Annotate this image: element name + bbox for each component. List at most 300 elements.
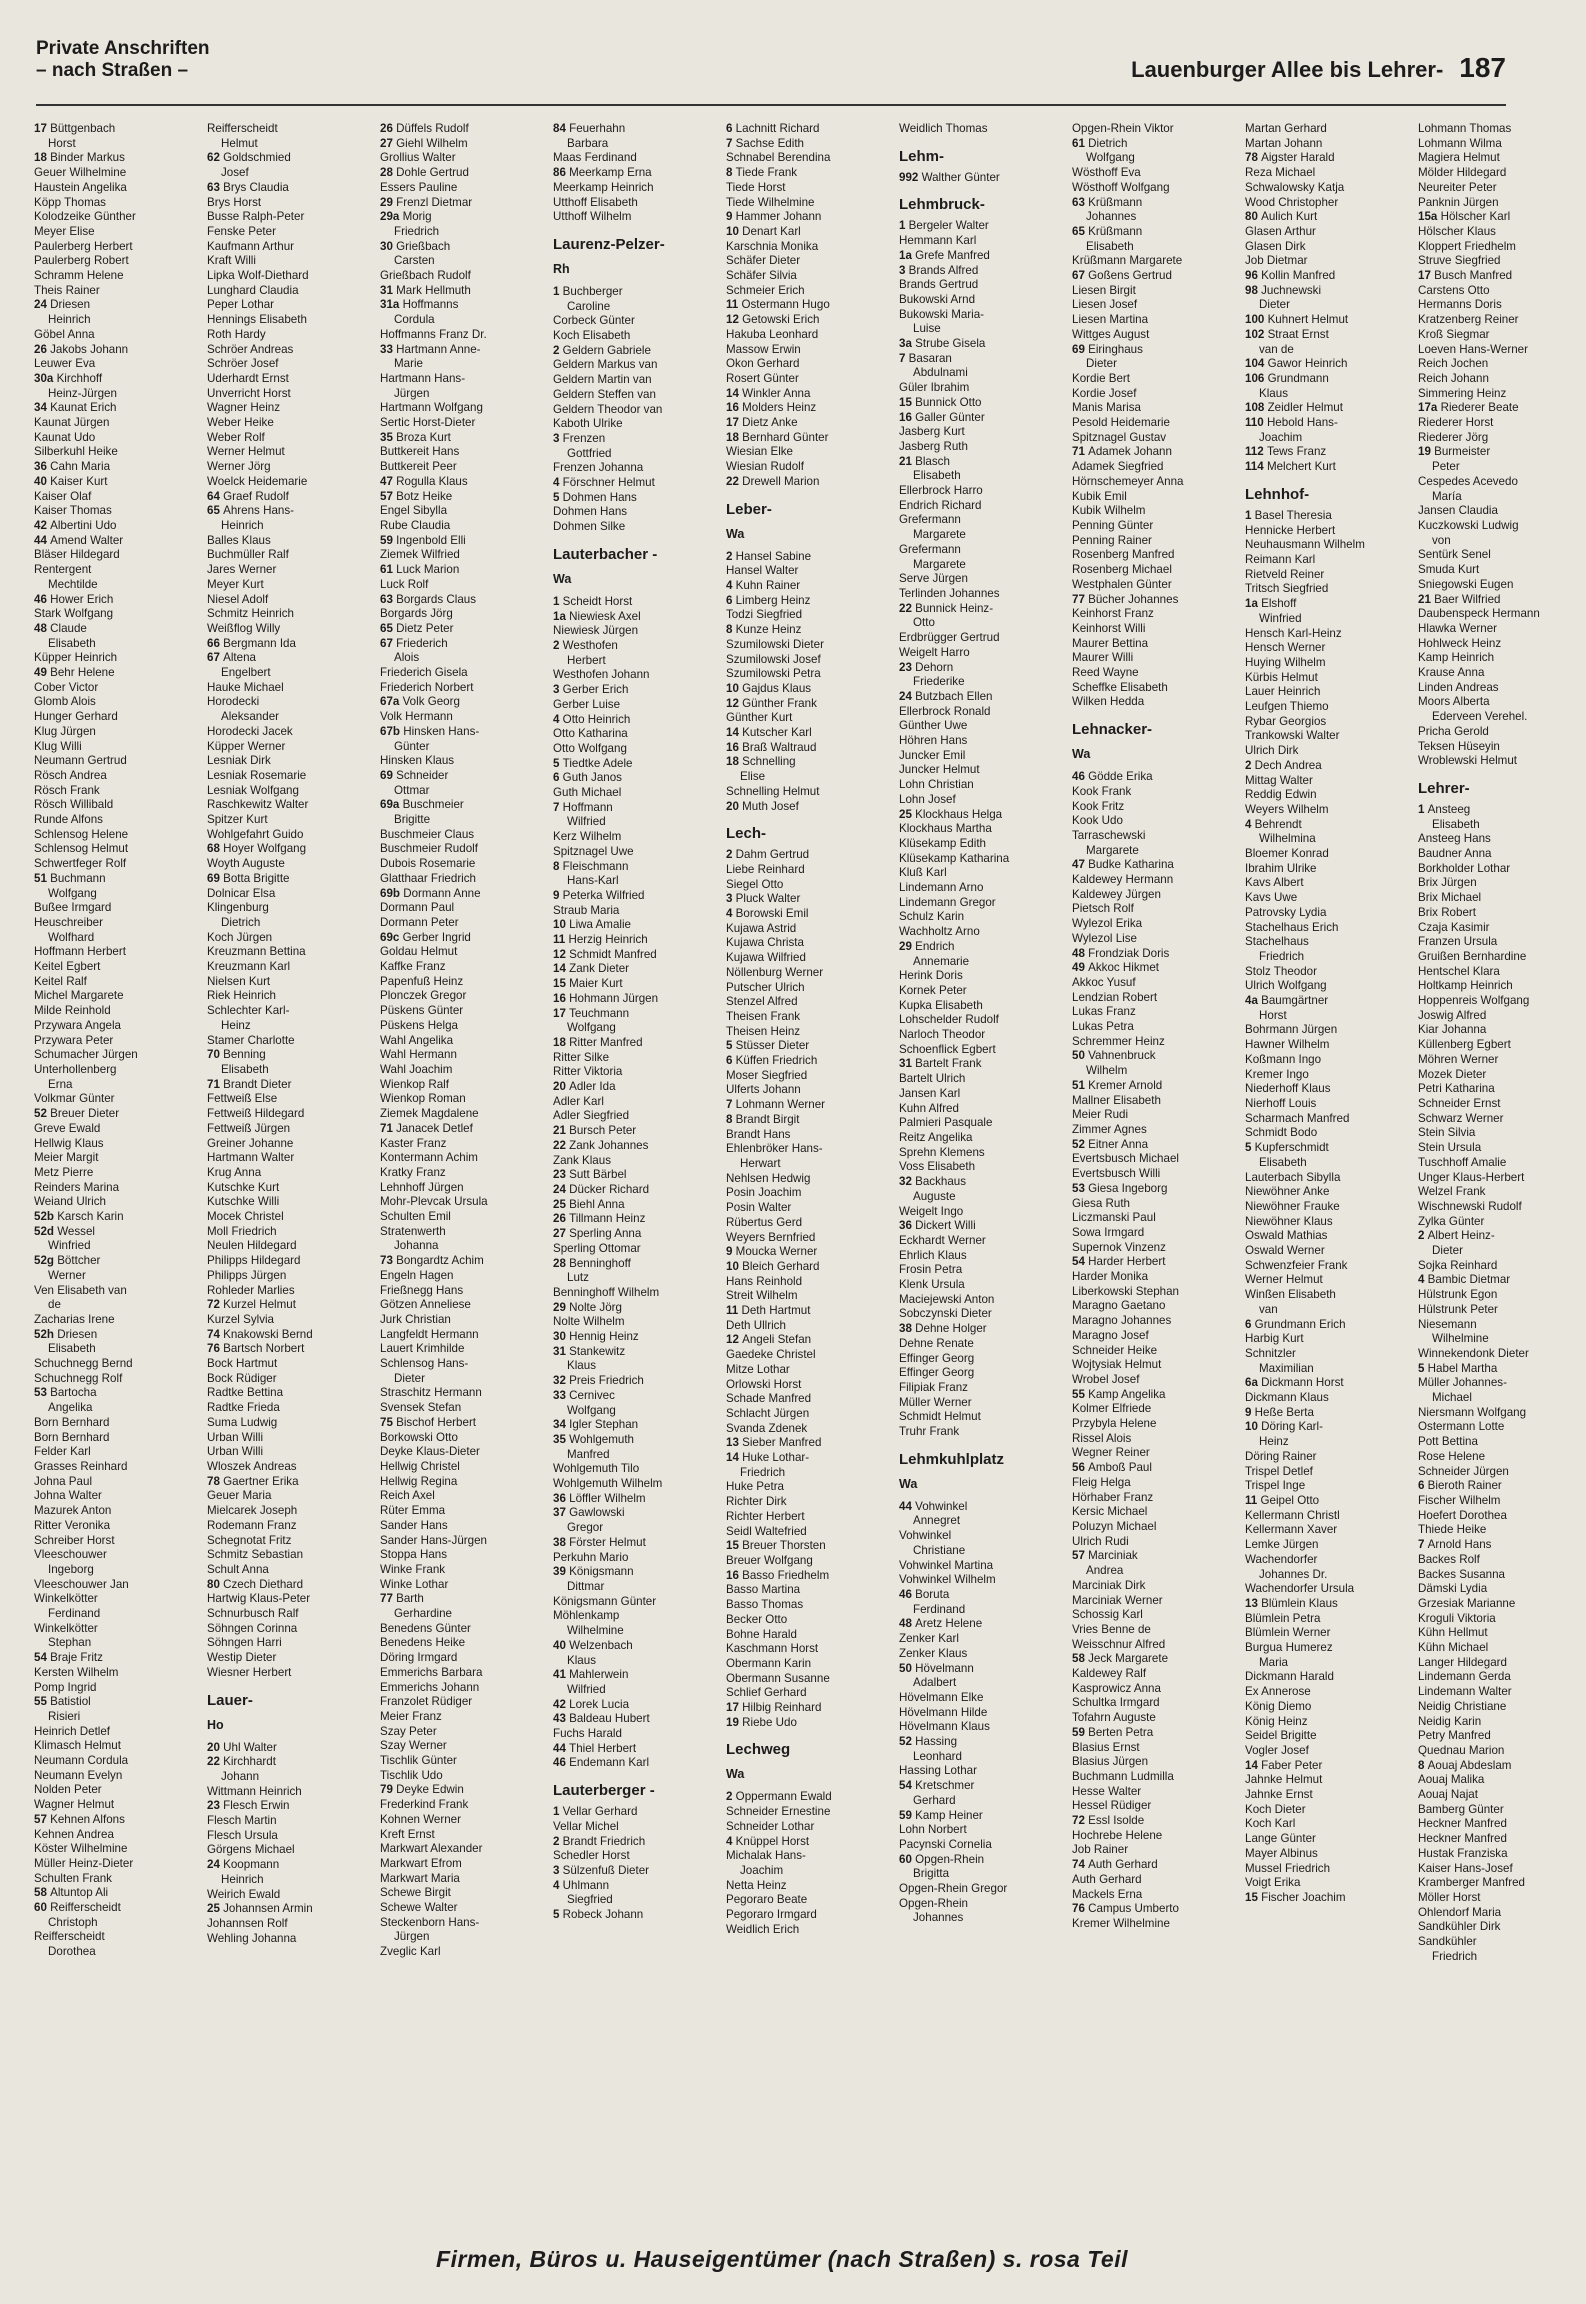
resident-entry: Liberkowski Stephan <box>1072 1284 1179 1298</box>
resident-entry: Sperling Ottomar <box>553 1241 641 1255</box>
house-number: 64 <box>207 489 224 503</box>
resident-entry <box>553 1639 721 1654</box>
resident-entry <box>553 1418 721 1433</box>
resident-name: Guth Janos <box>562 771 622 785</box>
house-number: 23 <box>899 660 916 674</box>
resident-entry: Neumann Cordula <box>34 1754 129 1768</box>
resident-entry: Hölscher Klaus <box>1418 224 1496 238</box>
resident-name: Goldschmied <box>223 151 291 165</box>
resident-entry: Schnelling Helmut <box>726 784 820 798</box>
resident-entry: Rübertus Gerd <box>726 1215 803 1229</box>
resident-entry: Söhngen Corinna <box>207 1621 298 1635</box>
resident-entry: Pacynski Cornelia <box>899 1837 992 1851</box>
resident-entry: Radtke Bettina <box>207 1386 284 1400</box>
house-number: 67 <box>380 636 397 650</box>
resident-entry <box>553 1330 721 1345</box>
header-title: Private Anschriften <box>36 38 210 59</box>
house-number: 3 <box>553 431 563 445</box>
resident-name: Melchert Kurt <box>1266 460 1336 474</box>
resident-name: Brandt Friedrich <box>562 1834 646 1848</box>
resident-entry: Neureiter Peter <box>1418 180 1497 194</box>
resident-entry: Schade Manfred <box>726 1392 812 1406</box>
house-number: 3a <box>899 337 916 351</box>
house-number: 31 <box>380 283 397 297</box>
resident-entry: Born Bernhard <box>34 1415 110 1429</box>
resident-entry: Oswald Mathias <box>1245 1229 1328 1243</box>
resident-entry: Meier Franz <box>380 1709 442 1723</box>
resident-entry: Manis Marisa <box>1072 401 1141 415</box>
resident-entry <box>207 651 375 666</box>
resident-entry: Ibrahim Ulrike <box>1245 861 1317 875</box>
resident-entry <box>899 1057 1067 1072</box>
resident-entry: Hoppenreis Wolfgang <box>1418 994 1530 1008</box>
house-number: 17 <box>34 122 51 135</box>
resident-entry: Papenfuß Heinz <box>380 974 464 988</box>
house-number: 10 <box>726 681 743 695</box>
resident-entry: Günther Kurt <box>726 711 793 725</box>
resident-entry <box>726 298 894 313</box>
resident-entry: Maas Ferdinand <box>553 151 637 165</box>
entry-continuation: Dieter <box>1432 1244 1463 1258</box>
resident-entry <box>899 352 1067 367</box>
resident-entry: Kühn Michael <box>1418 1641 1489 1655</box>
resident-entry: Volk Hermann <box>380 710 453 724</box>
resident-name: Oppermann Ewald <box>735 1790 832 1804</box>
resident-entry: Niesel Adolf <box>207 592 269 606</box>
house-number: 24 <box>207 1858 224 1872</box>
resident-entry: Dickmann Harald <box>1245 1670 1334 1684</box>
entry-continuation: Ottmar <box>394 783 430 797</box>
resident-entry <box>1418 1273 1586 1288</box>
entry-continuation: Hans-Karl <box>567 874 619 888</box>
resident-entry: Straschitz Hermann <box>380 1386 482 1400</box>
resident-name: Aulich Kurt <box>1261 210 1318 224</box>
resident-entry: Grollius Walter <box>380 151 456 165</box>
house-number: 102 <box>1245 327 1268 341</box>
house-number: 108 <box>1245 401 1268 415</box>
resident-entry: Schult Anna <box>207 1562 269 1576</box>
resident-entry <box>726 225 894 240</box>
resident-entry <box>207 1342 375 1357</box>
resident-entry: Szumilowski Josef <box>726 652 821 666</box>
entry-continuation: Heinz <box>1259 1435 1289 1449</box>
resident-entry: Przybyla Helene <box>1072 1417 1157 1431</box>
resident-entry <box>1072 269 1240 284</box>
resident-entry: Flesch Martin <box>207 1814 277 1828</box>
resident-entry: Lauterbach Sibylla <box>1245 1170 1341 1184</box>
house-number: 59 <box>1072 1725 1089 1739</box>
resident-entry: Poluzyn Michael <box>1072 1519 1157 1533</box>
resident-entry: Schröer Andreas <box>207 342 294 356</box>
house-number: 2 <box>1418 1229 1428 1243</box>
resident-entry <box>1072 1549 1240 1564</box>
house-number: 9 <box>726 1245 736 1259</box>
resident-entry <box>553 595 721 610</box>
resident-name: Thiel Herbert <box>569 1741 637 1755</box>
entry-continuation: Dieter <box>1259 298 1290 312</box>
resident-entry: Balles Klaus <box>207 533 271 547</box>
resident-entry: Hlawka Werner <box>1418 621 1498 635</box>
house-number: 35 <box>380 430 397 444</box>
entry-continuation: Marie <box>394 357 423 371</box>
house-number: 52 <box>34 1107 51 1121</box>
resident-entry: Hennicke Herbert <box>1245 523 1336 537</box>
resident-entry <box>553 1036 721 1051</box>
resident-entry: Pegoraro Beate <box>726 1893 808 1907</box>
entry-continuation: Johanna <box>394 1239 439 1253</box>
resident-entry: Wojtysiak Helmut <box>1072 1358 1162 1372</box>
resident-name: Giesa Ingeborg <box>1088 1181 1168 1195</box>
resident-entry: Petry Manfred <box>1418 1729 1491 1743</box>
resident-name: Hinsken Hans- <box>403 724 480 738</box>
house-number: 2 <box>553 1834 563 1848</box>
resident-entry: Cober Victor <box>34 680 99 694</box>
resident-entry <box>1245 210 1413 225</box>
resident-entry: Keinhorst Franz <box>1072 607 1154 621</box>
resident-entry: Maurer Willi <box>1072 651 1134 665</box>
house-number: 5 <box>1418 1361 1428 1375</box>
resident-entry: Wohlgefahrt Guido <box>207 827 304 841</box>
resident-entry <box>1418 1479 1586 1494</box>
entry-continuation: Erna <box>48 1077 73 1091</box>
resident-entry: Wegner Reiner <box>1072 1446 1150 1460</box>
resident-name: Braß Waltraud <box>742 740 817 754</box>
running-head <box>1131 52 1506 84</box>
resident-entry: Hessel Rüdiger <box>1072 1799 1152 1813</box>
resident-entry: Juncker Emil <box>899 748 966 762</box>
resident-entry: Kaldewey Jürgen <box>1072 887 1161 901</box>
entry-continuation: Gerhardine <box>394 1607 453 1621</box>
resident-entry: Backes Rolf <box>1418 1552 1480 1566</box>
resident-entry: Niederhoff Klaus <box>1245 1082 1331 1096</box>
street-heading: Lehrer- <box>1418 779 1470 797</box>
resident-name: Berten Petra <box>1088 1725 1154 1739</box>
entry-continuation: Aleksander <box>221 710 280 724</box>
resident-entry <box>553 1124 721 1139</box>
resident-name: Marciniak <box>1088 1549 1138 1563</box>
resident-entry: Lauer Heinrich <box>1245 685 1321 699</box>
house-number: 41 <box>553 1668 570 1682</box>
resident-entry: Rose Helene <box>1418 1449 1486 1463</box>
resident-entry: Kolodzeike Günther <box>34 210 136 224</box>
house-number: 48 <box>899 1617 916 1631</box>
resident-entry: Grefermann <box>899 542 961 556</box>
resident-entry <box>553 889 721 904</box>
resident-entry: Ellerbrock Ronald <box>899 704 991 718</box>
resident-entry: Hartmann Walter <box>207 1151 295 1165</box>
resident-name: Sieber Manfred <box>742 1436 822 1450</box>
resident-entry: Mölder Hildegard <box>1418 166 1507 180</box>
resident-name: Mahlerwein <box>569 1668 629 1682</box>
resident-name: Gerber Ingrid <box>402 930 471 944</box>
resident-entry: Trispel Detlef <box>1245 1464 1313 1478</box>
house-number: 21 <box>899 454 916 468</box>
resident-entry: Opgen-Rhein Viktor <box>1072 122 1174 135</box>
resident-entry: Lipka Wolf-Diethard <box>207 269 309 283</box>
listing-column <box>553 122 721 2182</box>
resident-entry <box>553 757 721 772</box>
resident-entry: Keinhorst Willi <box>1072 621 1146 635</box>
resident-entry <box>726 1539 894 1554</box>
resident-name: Kirchhardt <box>223 1755 276 1769</box>
resident-name: Borgards Claus <box>396 592 477 606</box>
resident-entry: Woelck Heidemarie <box>207 474 308 488</box>
resident-entry: Meyer Elise <box>34 224 95 238</box>
resident-name: Walther Günter <box>921 170 1000 184</box>
resident-entry: Leuwer Eva <box>34 357 96 371</box>
house-number: 31a <box>380 298 403 312</box>
resident-entry: Weber Heike <box>207 416 274 430</box>
house-number: 46 <box>1072 770 1089 784</box>
resident-name: Hoffmanns <box>402 298 459 312</box>
resident-name: Limberg Heinz <box>735 593 811 607</box>
house-number: 11 <box>1245 1493 1261 1507</box>
resident-entry: Loeven Hans-Werner <box>1418 342 1528 356</box>
entry-continuation: Siegfried <box>567 1893 613 1907</box>
house-number: 31 <box>899 1057 916 1071</box>
resident-entry: Volkmar Günter <box>34 1092 115 1106</box>
resident-entry: Hohlweck Heinz <box>1418 636 1502 650</box>
resident-entry <box>380 695 548 710</box>
resident-entry: Corbeck Günter <box>553 314 635 328</box>
resident-entry <box>899 690 1067 705</box>
resident-entry: Blümlein Petra <box>1245 1611 1321 1625</box>
resident-entry: Lohn Christian <box>899 778 974 792</box>
resident-entry <box>34 298 202 313</box>
entry-continuation: Wilhelmina <box>1259 832 1316 846</box>
resident-entry: Lohn Josef <box>899 792 956 806</box>
resident-entry: Dormann Paul <box>380 901 455 915</box>
resident-entry: Ven Elisabeth van <box>34 1283 127 1297</box>
house-number: 29 <box>380 195 397 209</box>
resident-entry: Penning Rainer <box>1072 533 1152 547</box>
resident-name: Albertini Udo <box>50 518 117 532</box>
house-number: 61 <box>380 563 397 577</box>
resident-entry: Kaiser Olaf <box>34 489 92 503</box>
resident-name: Hölscher Karl <box>1440 210 1511 224</box>
resident-entry: Jares Werner <box>207 563 277 577</box>
resident-entry: Möhlenkamp <box>553 1609 620 1623</box>
resident-entry: Struve Siegfried <box>1418 254 1501 268</box>
resident-name: Ingenbold Elli <box>396 533 466 547</box>
resident-entry: Nolden Peter <box>34 1783 102 1797</box>
resident-entry: Kujawa Wilfried <box>726 951 806 965</box>
resident-entry: Wienkop Roman <box>380 1092 466 1106</box>
resident-entry: Höhren Hans <box>899 734 968 748</box>
resident-entry: Richter Dirk <box>726 1495 787 1509</box>
resident-name: Maier Kurt <box>569 977 623 991</box>
resident-entry: Busse Ralph-Peter <box>207 210 305 224</box>
entry-continuation: Elisabeth <box>221 1063 269 1076</box>
resident-name: Angeli Stefan <box>742 1333 812 1347</box>
resident-entry: Wachendorfer <box>1245 1552 1318 1566</box>
resident-entry <box>726 1039 894 1054</box>
resident-name: Ostermann Hugo <box>741 298 830 312</box>
resident-entry <box>899 1175 1067 1190</box>
entry-continuation: Engelbert <box>221 666 271 680</box>
resident-entry: Dickmann Klaus <box>1245 1391 1329 1405</box>
resident-entry: Steckenborn Hans- <box>380 1915 480 1929</box>
resident-entry <box>726 387 894 402</box>
resident-entry: Wagner Heinz <box>207 401 281 415</box>
resident-entry: Langer Hildegard <box>1418 1655 1507 1669</box>
resident-entry: Möller Horst <box>1418 1890 1481 1904</box>
resident-entry: Wiesner Herbert <box>207 1665 292 1679</box>
resident-name: Baldeau Hubert <box>569 1712 650 1726</box>
resident-name: Büttgenbach <box>50 122 116 135</box>
resident-entry: Hennings Elisabeth <box>207 313 307 327</box>
house-number: 14 <box>1245 1758 1262 1772</box>
resident-entry <box>553 1492 721 1507</box>
resident-entry: Jahnke Ernst <box>1245 1788 1313 1802</box>
resident-name: Stankewitz <box>569 1344 626 1358</box>
resident-entry: Stenzel Alfred <box>726 995 798 1009</box>
resident-name: Günther Frank <box>742 696 817 710</box>
resident-entry <box>553 1506 721 1521</box>
resident-entry: Sojka Reinhard <box>1418 1258 1498 1272</box>
resident-entry: Teksen Hüseyin <box>1418 739 1500 753</box>
resident-name: Knakowski Bernd <box>223 1327 313 1341</box>
resident-entry: Jasberg Kurt <box>899 425 965 439</box>
resident-entry: Nolte Wilhelm <box>553 1315 625 1329</box>
resident-name: Behr Helene <box>50 666 115 680</box>
resident-entry <box>899 171 1067 186</box>
resident-entry: Dohmen Hans <box>553 505 628 519</box>
resident-entry: Wloszek Andreas <box>207 1459 297 1473</box>
resident-entry: Meier Margit <box>34 1151 99 1165</box>
house-number: 37 <box>553 1506 570 1520</box>
resident-entry: Adamek Siegfried <box>1072 460 1164 474</box>
resident-entry: Svensek Stefan <box>380 1401 462 1415</box>
resident-entry <box>553 1756 721 1771</box>
house-number: 58 <box>1072 1652 1089 1666</box>
entry-continuation: Wilfried <box>567 1682 606 1696</box>
district-code: Wa <box>726 1767 745 1782</box>
entry-continuation: Dietrich <box>221 915 261 929</box>
resident-name: Eitner Anna <box>1088 1137 1149 1151</box>
resident-entry: Weisschnur Alfred <box>1072 1637 1166 1651</box>
resident-entry <box>34 519 202 534</box>
resident-entry: Heinrich Detlef <box>34 1724 111 1738</box>
resident-entry <box>34 460 202 475</box>
entry-continuation: Wolfhard <box>48 930 95 944</box>
resident-entry: Marciniak Werner <box>1072 1593 1163 1607</box>
resident-entry: Luck Rolf <box>380 577 429 591</box>
house-number: 5 <box>553 1908 563 1922</box>
house-number: 11 <box>553 933 569 947</box>
resident-entry: Vogler Josef <box>1245 1743 1309 1757</box>
house-number: 7 <box>553 800 563 814</box>
resident-entry <box>1072 1138 1240 1153</box>
resident-name: Gajdus Klaus <box>742 681 812 695</box>
resident-name: Faber Peter <box>1261 1758 1323 1772</box>
resident-entry: Todzi Siegfried <box>726 608 803 622</box>
resident-name: Sperling Anna <box>569 1227 642 1241</box>
resident-entry: Palmieri Pasquale <box>899 1116 993 1130</box>
resident-entry: Wischnewski Rudolf <box>1418 1199 1522 1213</box>
house-number: 4 <box>553 476 563 490</box>
resident-entry: Wylezol Erika <box>1072 917 1143 931</box>
resident-entry: Hövelmann Klaus <box>899 1720 990 1734</box>
resident-entry: Frießnegg Hans <box>380 1283 464 1297</box>
resident-name: Giehl Wilhelm <box>396 136 468 150</box>
resident-entry <box>380 593 548 608</box>
house-number: 71 <box>207 1077 224 1091</box>
resident-entry: Kaboth Ulrike <box>553 417 623 431</box>
resident-name: Zank Johannes <box>569 1138 649 1152</box>
resident-entry: Schlensog Helmut <box>34 842 129 856</box>
resident-entry <box>899 661 1067 676</box>
resident-name: Binder Markus <box>50 151 125 165</box>
house-number: 52g <box>34 1254 58 1268</box>
resident-name: Vohwinkel <box>915 1499 968 1513</box>
house-number: 48 <box>1072 946 1089 960</box>
resident-entry: Sobczynski Dieter <box>899 1307 992 1321</box>
house-number: 36 <box>34 460 51 474</box>
resident-name: Bongardtz Achim <box>396 1254 484 1268</box>
resident-name: Dahm Gertrud <box>735 848 810 862</box>
resident-entry <box>1245 401 1413 416</box>
entry-continuation: Friedrich <box>1259 949 1305 963</box>
resident-entry: Metz Pierre <box>34 1165 94 1179</box>
resident-entry: Blasius Jürgen <box>1072 1755 1149 1769</box>
listing-column <box>380 122 548 2182</box>
resident-entry: Schäfer Silvia <box>726 269 797 283</box>
resident-entry: Kubik Emil <box>1072 489 1127 503</box>
resident-name: Vahnenbruck <box>1088 1049 1156 1063</box>
resident-entry: Johna Paul <box>34 1474 93 1488</box>
house-number: 65 <box>380 621 397 635</box>
resident-entry: Weidlich Erich <box>726 1922 800 1936</box>
resident-name: Benninghoff <box>569 1256 631 1270</box>
resident-entry: Wohlgemuth Tilo <box>553 1462 640 1476</box>
resident-entry: Kaunat Jürgen <box>34 416 110 430</box>
house-number: 34 <box>553 1418 570 1432</box>
resident-entry: Lohschelder Rudolf <box>899 1013 999 1027</box>
resident-name: Kretschmer <box>915 1779 975 1793</box>
resident-entry <box>553 1301 721 1316</box>
resident-entry: Hellwig Christel <box>380 1459 460 1473</box>
resident-entry: Tritsch Siegfried <box>1245 582 1329 596</box>
resident-name: Buschmeier <box>402 798 464 812</box>
resident-entry <box>726 1304 894 1319</box>
house-number: 24 <box>553 1183 570 1196</box>
resident-name: Kutscher Karl <box>742 726 812 740</box>
entry-continuation: Alois <box>394 651 420 665</box>
house-number: 22 <box>899 601 916 615</box>
resident-name: Kuhnert Helmut <box>1267 313 1349 327</box>
resident-entry <box>553 1668 721 1683</box>
resident-name: Bieroth Rainer <box>1427 1479 1502 1493</box>
resident-name: Eiringhaus <box>1088 342 1143 356</box>
entry-continuation: Carsten <box>394 254 435 268</box>
resident-name: Rogulla Klaus <box>396 474 468 488</box>
resident-entry: Essers Pauline <box>380 180 458 194</box>
resident-entry: König Diemo <box>1245 1699 1312 1713</box>
house-number: 6 <box>1245 1317 1255 1331</box>
resident-entry <box>380 798 548 813</box>
resident-entry: Wösthoff Eva <box>1072 166 1141 180</box>
resident-entry: Hoefert Dorothea <box>1418 1508 1507 1522</box>
house-number: 69 <box>207 871 224 885</box>
resident-entry: Lukas Franz <box>1072 1005 1136 1019</box>
resident-entry: Mackels Erna <box>1072 1887 1143 1901</box>
entry-continuation: Heinrich <box>48 313 91 327</box>
resident-entry <box>553 166 721 181</box>
resident-entry: Zylka Günter <box>1418 1214 1485 1228</box>
resident-name: Adamek Johann <box>1088 445 1172 459</box>
resident-entry: Franzolet Rüdiger <box>380 1695 473 1709</box>
